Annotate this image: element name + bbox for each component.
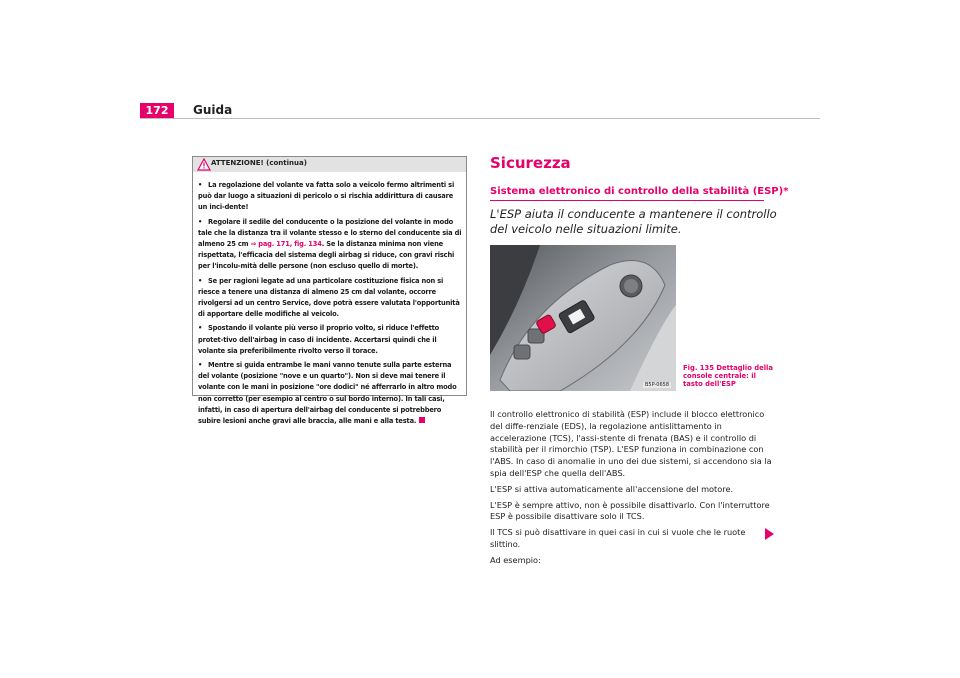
esp-console-photo	[490, 245, 676, 391]
figure-caption: Fig. 135 Dettaglio della console centrale: il tasto dell'ESP	[683, 364, 773, 388]
bullet: •	[198, 360, 203, 370]
warning-item: • Se per ragioni legate ad una particolare costituzione fisica non si riesce a tenere una distanza di almeno 25 cm dal volante, occorre rivolgersi ad un centro Service, dove potrà essere valutata l'opportunità di apportare delle modifiche al veicolo.	[198, 275, 460, 319]
warning-item: • Spostando il volante più verso il proprio volto, si riduce l'effetto protet-tivo dell'airbag in caso di incidente. Accertarsi quindi che il volante sia preferibilmente rivolto verso il torace.	[198, 323, 440, 355]
paragraph: Il controllo elettronico di stabilità (ESP) include il blocco elettronico del diffe-renziale (EDS), la regolazione antislittamento in accelerazione (TCS), l'assi-stente di frenata (BAS) e il controllo di stabilità per il rimorchio (TSP). L'ESP funziona in combinazione con l'ABS. In caso di anomalie in uno dei due sistemi, si accendono sia la spia dell'ESP che quella dell'ABS.	[490, 409, 772, 478]
next-page-arrow-icon[interactable]	[765, 528, 774, 540]
paragraph: Ad esempio:	[490, 554, 541, 565]
warning-box	[192, 156, 467, 426]
paragraph: Il TCS si può disattivare in quei casi in cui si vuole che le ruote slittino.	[490, 527, 746, 549]
warning-triangle-icon	[197, 158, 211, 171]
bullet: •	[198, 275, 203, 285]
warning-item: • Regolare il sedile del conducente o la posizione del volante in modo tale che la distanza tra il volante stesso e lo sterno del conducente sia di almeno 25 cm ⇒ pag. 171, fig. 134. Se la distanza minima non viene rispettata, l'efficacia del sistema degli airbag si riduce, con gravi rischi per l'incolu-mità delle persone (non escluso quello di morte).	[198, 216, 462, 271]
warning-item: • La regolazione del volante va fatta solo a veicolo fermo altrimenti si può dar luogo a situazioni di pericolo o si rischia addirittura di causare un inci-dente!	[198, 180, 455, 212]
section-title: Sicurezza	[490, 154, 571, 172]
lead-paragraph: L'ESP aiuta il conducente a mantenere il controllo del veicolo nelle situazioni limite.	[490, 207, 777, 236]
page-number: 172	[145, 104, 169, 117]
end-of-section-marker	[419, 417, 425, 423]
page-reference-link[interactable]: ⇒ pag. 171, fig. 134	[250, 239, 322, 249]
bullet: •	[198, 323, 203, 333]
warning-header	[193, 157, 466, 172]
warning-title: ATTENZIONE! (continua)	[211, 159, 307, 167]
subsection-divider	[490, 200, 764, 201]
figure-code: B5P-0658	[644, 382, 669, 388]
body-text	[490, 409, 775, 571]
console-illustration	[490, 245, 676, 391]
header-divider	[140, 118, 820, 119]
subsection-title: Sistema elettronico di controllo della stabilità (ESP)*	[490, 186, 789, 197]
chapter-title: Guida	[193, 103, 233, 117]
bullet: •	[198, 216, 203, 226]
paragraph: L'ESP si attiva automaticamente all'accensione del motore.	[490, 483, 734, 494]
warning-item: • Mentre si guida entrambe le mani vanno tenute sulla parte esterna del volante (posizione "nove e un quarto"). Non si deve mai tenere il volante con le mani in posizione "ore dodici" né afferrarlo in altro modo non corretto (per esempio al centro o sul bordo interno). In tali casi, infatti, in caso di apertura dell'airbag del conducente si potrebbero subire lesioni anche gravi alle braccia, alle mani e alla testa.	[198, 360, 457, 426]
warning-body	[198, 179, 463, 429]
paragraph: L'ESP è sempre attivo, non è possibile disattivarlo. Con l'interruttore ESP è possibile disattivare solo il TCS.	[490, 499, 770, 522]
bullet: •	[198, 180, 203, 189]
